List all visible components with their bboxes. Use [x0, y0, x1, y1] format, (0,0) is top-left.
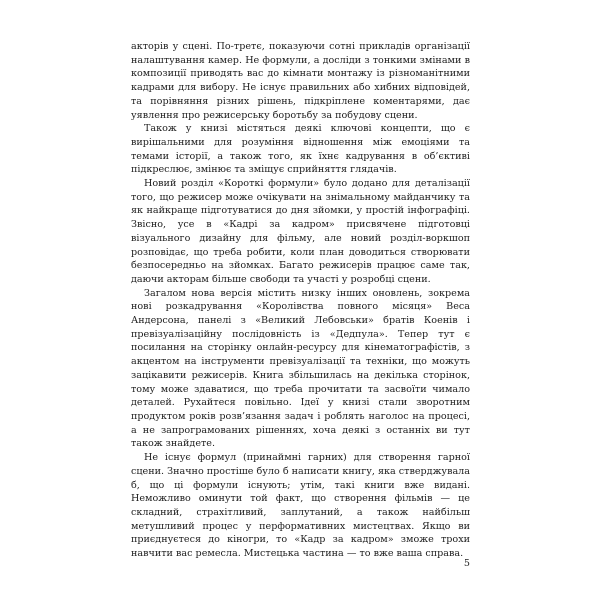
paragraph-no-formulas: Не існує формул (принаймні гарних) для створення гарної сцени. Значно простіше було б написати книгу, яка стверджувала б, що ці формули існують; утім, такі книги вже видані. Неможливо оминути той факт, що створення фільмів — це складний, страхітливий, заплутаний, а також найбільш метушливий процес у перформативних мистецтвах. Якщо ви приєднуєтеся до кіногри, то «Кадр за кадром» зможе трохи навчити вас ремесла. Мистецька частина — то вже ваша справа.: [131, 452, 470, 560]
paragraph-short-formulas: Новий розділ «Короткі формули» було додано для деталізації того, що режисер може очікувати на знімальному майданчику та як найкраще підготуватися до дня зйомки, у простій інфографіці. Звісно, усе в «Кадрі за кадром» присвячене підготовці візуального дизайну для фільму, але новий розділ-воркшоп розповідає, що треба робити, коли план доводиться створювати безпосередньо на зйомках. Багато режисерів працює саме так, даючи акторам більше свободи та участі у розробці сцени.: [131, 178, 470, 285]
paragraph-continuation: акторів у сцені. По-третє, показуючи сотні прикладів організації налаштування камер. Не формули, а досліди з тонкими змінами в композиції приводять вас до кімнати монтажу із різноманітними кадрами для вибору. Не існує правильних або хибних відповідей, та порівняння різних рішень, підкріплене коментарями, дає уявлення про режисерську боротьбу за побудову сцени.: [131, 41, 470, 121]
paragraph-updates: Загалом нова версія містить низку інших оновлень, зокрема нові розкадрування «Королівства повного місяця» Веса Андерсона, панелі з «Великий Лебовськи» братів Коенів і превізуалізаційну послідовність із «Дедпула». Тепер тут є посилання на сторінку онлайн-ресурсу для кінематографістів, з акцентом на інструменти превізуалізації та техніки, що можуть зацікавити режисерів. Книга збільшилась на декілька сторінок, тому може здаватися, що треба прочитати та засвоїти чимало деталей. Рухайтеся повільно. Ідеї у книзі стали зворотним продуктом років розв’язання задач і роблять наголос на процесі, а не запрограмованих рішеннях, хоча деякі з останніх ви тут також знайдете.: [131, 287, 470, 450]
body-text: [131, 40, 470, 561]
paragraph-key-concepts: Також у книзі містяться деякі ключові концепти, що є вирішальними для розуміння відношення між емоціями та темами історії, а також того, як їхнє кадрування в об’єктиві підкреслює, змінює та зміщує сприйняття глядачів.: [131, 123, 470, 176]
page-number: 5: [463, 558, 470, 569]
